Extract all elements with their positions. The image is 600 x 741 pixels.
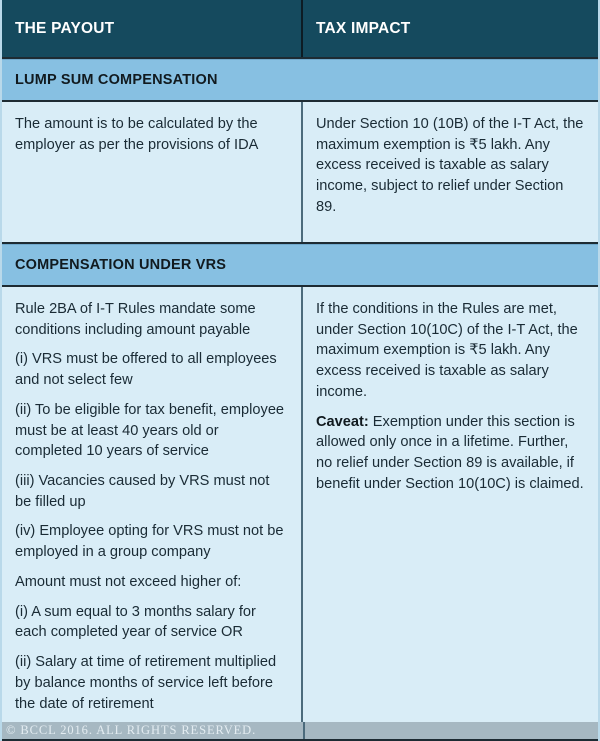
section-row-lump-sum-compensation bbox=[2, 102, 598, 244]
paragraph: Under Section 10 (10B) of the I-T Act, the maximum exemption is ₹5 lakh. Any excess received is taxable as salary income, subject to relief under Section 89. bbox=[316, 116, 584, 215]
paragraph: The amount is to be calculated by the employer as per the provisions of IDA bbox=[15, 116, 259, 153]
section-band-lump-sum-compensation bbox=[2, 59, 598, 102]
copyright-bar bbox=[2, 722, 598, 741]
table-header-row bbox=[2, 0, 598, 59]
caveat-label: Caveat: bbox=[316, 413, 369, 430]
caveat-text: Exemption under this section is allowed only once in a lifetime. Further, no relief under Section 89 is available, if benefit under Section 10(10C) is claimed. bbox=[316, 413, 584, 492]
section-row-compensation-under-vrs bbox=[2, 287, 598, 724]
cell-tax-lump-sum bbox=[303, 102, 598, 242]
copyright-text: © BCCL 2016. ALL RIGHTS RESERVED. bbox=[6, 723, 257, 737]
column-divider bbox=[303, 722, 305, 739]
cell-tax-vrs bbox=[303, 287, 598, 724]
cell-payout-vrs bbox=[2, 287, 303, 724]
paragraph: If the conditions in the Rules are met, under Section 10(10C) of the I-T Act, the maximum exemption is ₹5 lakh. Any excess received is taxable as salary income. bbox=[316, 301, 578, 400]
paragraph: (ii) To be eligible for tax benefit, employee must be at least 40 years old or completed 10 years of service bbox=[15, 401, 285, 460]
column-header-label: TAX IMPACT bbox=[316, 19, 411, 37]
section-band-compensation-under-vrs bbox=[2, 244, 598, 287]
column-header-label: THE PAYOUT bbox=[15, 19, 115, 37]
section-band-label: LUMP SUM COMPENSATION bbox=[15, 72, 218, 88]
column-header-tax-impact bbox=[303, 0, 598, 57]
paragraph: (i) VRS must be offered to all employees and not select few bbox=[15, 351, 277, 389]
column-header-the-payout bbox=[2, 0, 303, 57]
section-band-label: COMPENSATION UNDER VRS bbox=[15, 257, 227, 273]
paragraph: Rule 2BA of I-T Rules mandate some conditions including amount payable bbox=[15, 301, 256, 338]
paragraph: (iv) Employee opting for VRS must not be employed in a group company bbox=[15, 523, 284, 561]
paragraph: Amount must not exceed higher of: bbox=[15, 573, 242, 590]
cell-payout-lump-sum bbox=[2, 102, 303, 242]
paragraph: (i) A sum equal to 3 months salary for each completed year of service OR bbox=[15, 603, 256, 641]
paragraph: (iii) Vacancies caused by VRS must not be filled up bbox=[15, 473, 270, 510]
caveat-paragraph bbox=[316, 412, 585, 495]
paragraph: (ii) Salary at time of retirement multiplied by balance months of service left before the date of retirement bbox=[15, 654, 277, 712]
